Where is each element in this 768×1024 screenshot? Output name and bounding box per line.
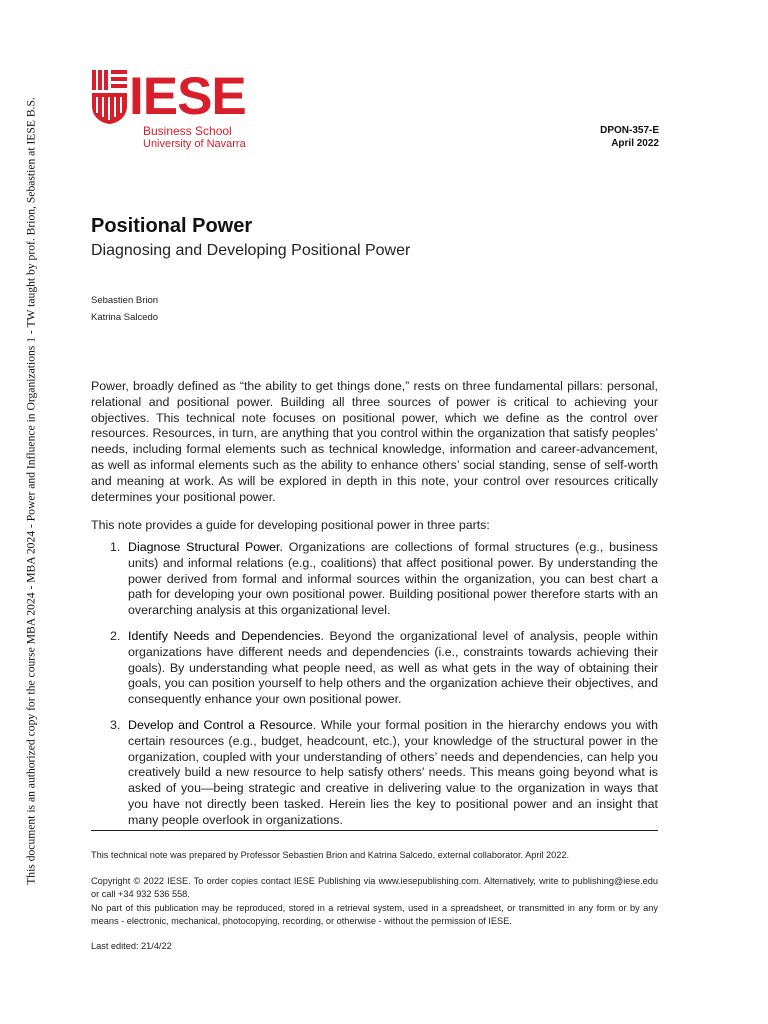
list-item	[91, 540, 658, 619]
list-item	[91, 629, 658, 708]
rights-note: No part of this publication may be reproduced, stored in a retrieval system, used in a spreadsheet, or transmitted in any form or by any means - electronic, mechanical, photocopying, recording, or otherwise - without the permission of IESE.	[91, 903, 658, 927]
iese-shield-icon	[92, 70, 128, 124]
side-watermark-text: This document is an authorized copy for the course MBA 2024 - MBA 2024 - Power and Influence in Organizations 1 - TW taught by prof. Brion, Sebastien at IESE B.S.	[24, 97, 38, 885]
list-item-title: Identify Needs and Dependencies	[128, 628, 321, 643]
last-edited-note: Last edited: 21/4/22	[91, 941, 172, 951]
document-date: April 2022	[611, 138, 659, 149]
list-item-number: 3.	[110, 717, 121, 732]
document-subtitle: Diagnosing and Developing Positional Power	[91, 242, 411, 259]
guide-intro-paragraph: This note provides a guide for developing positional power in three parts:	[91, 518, 490, 532]
iese-logo	[92, 67, 262, 154]
logo-wordmark: IESE	[129, 67, 246, 126]
author-name: Sebastien Brion	[91, 295, 159, 306]
list-item-text: . While your formal position in the hierarchy endows you with certain resources (e.g., budget, headcount, etc.), your knowledge of the structural power in the organization, coupled with your understanding of others’ needs and dependencies, can help you creatively build a new resource to help satisfy others' needs. This means going beyond what is asked of you—being strategic and creative in delivering value to the organization in ways that you have not directly been tasked. Herein lies the key to positional power and an insight that many people overlook in organizations.	[128, 717, 658, 827]
list-item	[91, 718, 658, 829]
document-code: DPON-357-E	[600, 125, 659, 136]
copyright-note: Copyright © 2022 IESE. To order copies contact IESE Publishing via www.iesepublishing.com. Alternatively, write to publishing@iese.edu or call +34 932 536 558.	[91, 876, 658, 900]
intro-paragraph: Power, broadly defined as “the ability to get things done,” rests on three fundamental pillars: personal, relational and positional power. Building all three sources of power is critical to achieving your objectives. This technical note focuses on positional power, which we define as the control over resources. Resources, in turn, are anything that you control within the organization that satisfy peoples’ needs, including formal elements such as technical knowledge, information and career-advancement, as well as informal elements such as the ability to enhance others’ social standing, sense of self-worth and meaning at work. As will be explored in depth in this note, your control over resources critically determines your positional power.	[91, 379, 658, 504]
logo-business-school: Business School	[143, 124, 232, 138]
footnote-divider	[91, 830, 658, 831]
side-watermark	[21, 76, 41, 906]
list-item-title: Diagnose Structural Power.	[128, 540, 283, 554]
author-name: Katrina Salcedo	[91, 312, 159, 323]
list-item-number: 1.	[110, 540, 121, 554]
parts-list	[91, 540, 658, 839]
list-item-number: 2.	[110, 628, 121, 643]
logo-university: University of Navarra	[143, 138, 246, 150]
document-title: Positional Power	[91, 215, 253, 237]
prepared-by-note: This technical note was prepared by Professor Sebastien Brion and Katrina Salcedo, external collaborator. April 2022.	[91, 850, 570, 860]
list-item-title: Develop and Control a Resource	[128, 717, 313, 732]
list-item-text: Organizations are collections of formal structures (e.g., business units) and informal relations (e.g., coalitions) that affect positional power. By understanding the power derived from formal and informal sources within the organization, you can best chart a path for developing your own positional power. Building positional power therefore starts with an overarching analysis at this organizational level.	[128, 540, 658, 618]
list-item-text: . Beyond the organizational level of analysis, people within organizations have different needs and dependencies (i.e., constraints towards achieving their goals). By understanding what people need, as well as what gets in the way of obtaining their goals, you can position yourself to help others and the organization achieve their objectives, and consequently enhance your own positional power.	[128, 628, 658, 707]
